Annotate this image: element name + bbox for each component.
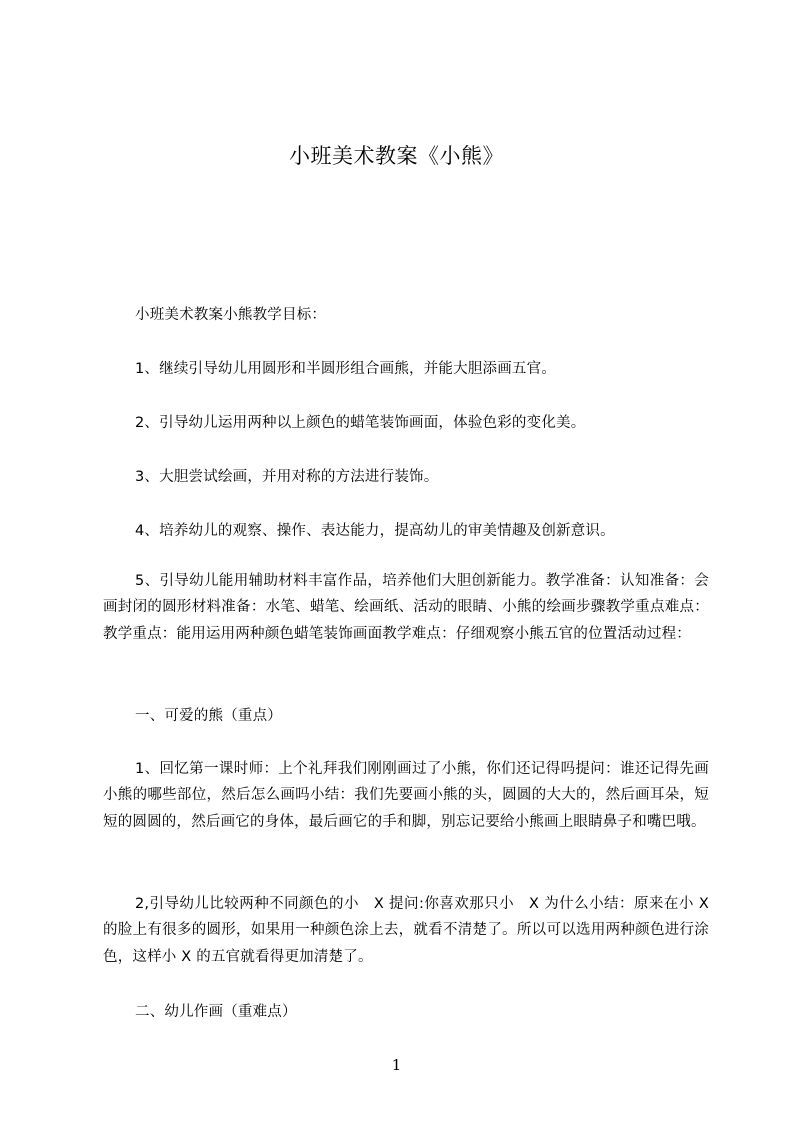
document-title: 小班美术教案《小熊》 — [289, 144, 504, 168]
paragraph-goal-1: 1、继续引导幼儿用圆形和半圆形组合画熊，并能大胆添画五官。 — [135, 360, 557, 377]
paragraph-compare-step-2: 2,引导幼儿比较两种不同颜色的小 X 提问:你喜欢那只小 X 为什么小结：原来在小 X 的脸上有很多的圆形，如果用一种颜色涂上去，就看不清楚了。所以可以选用两种颜色进行涂色，这样小 X 的五官就看得更加清楚了。 — [103, 895, 709, 965]
paragraph-goal-3: 3、大胆尝试绘画，并用对称的方法进行装饰。 — [135, 468, 439, 485]
section-heading-cute-bear: 一、可爱的熊（重点） — [135, 707, 282, 724]
paragraph-teaching-goals-heading: 小班美术教案小熊教学目标： — [135, 306, 327, 323]
paragraph-review-step-1: 1、回忆第一课时师：上个礼拜我们刚刚画过了小熊，你们还记得吗提问：谁还记得先画小熊的哪些部位，然后怎么画吗小结：我们先要画小熊的头，圆圆的大大的，然后画耳朵，短短的圆圆的，然后画它的身体，最后画它的手和脚，别忘记要给小熊画上眼睛鼻子和嘴巴哦。 — [103, 760, 709, 830]
paragraph-goal-5-preparation: 5、引导幼儿能用辅助材料丰富作品，培养他们大胆创新能力。教学准备：认知准备：会画封闭的圆形材料准备：水笔、蜡笔、绘画纸、活动的眼睛、小熊的绘画步骤教学重点难点：教学重点：能用运用两种颜色蜡笔装饰画面教学难点：仔细观察小熊五官的位置活动过程： — [103, 572, 709, 642]
paragraph-goal-2: 2、引导幼儿运用两种以上颜色的蜡笔装饰画面，体验色彩的变化美。 — [135, 414, 586, 431]
paragraph-goal-4: 4、培养幼儿的观察、操作、表达能力，提高幼儿的审美情趣及创新意识。 — [135, 522, 615, 539]
section-heading-children-drawing: 二、幼儿作画（重难点） — [135, 1003, 297, 1020]
page-number: 1 — [391, 1056, 402, 1074]
